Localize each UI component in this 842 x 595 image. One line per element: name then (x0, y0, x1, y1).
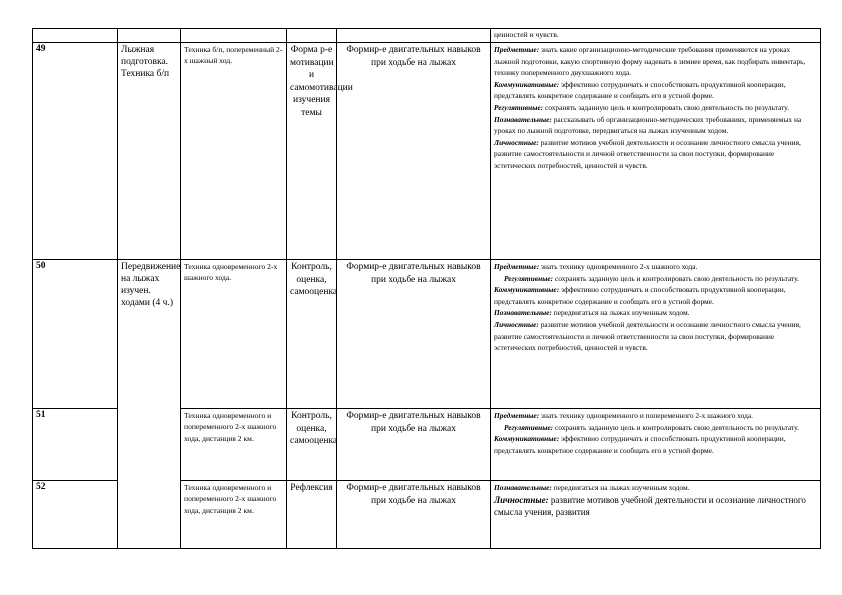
result-text: сохранять заданную цель и контролировать свою деятельность по результату. (544, 102, 789, 112)
lesson-activity: Формир-е двигательных навыков при ходьбе на лыжах (337, 409, 491, 481)
lesson-technique: Техника одновременного 2-х шажного хода. (181, 260, 287, 409)
result-item (494, 410, 817, 422)
result-item (494, 137, 817, 172)
result-text: сохранять заданную цель и контролировать свою деятельность по результату. (554, 273, 799, 283)
result-label: Личностные: (494, 137, 539, 147)
result-label: Познавательные: (494, 114, 552, 124)
cell-empty (337, 29, 491, 43)
result-text: развитие мотивов учебной деятельности и осознание личностного смысла учения, развития (494, 494, 806, 518)
cell-empty (33, 29, 118, 43)
cell-empty (287, 29, 337, 43)
result-label: Личностные: (494, 494, 549, 505)
result-label: Регулятивные: (504, 422, 554, 432)
result-text: знать технику одновременного и попеременного 2-х шажного хода. (541, 411, 754, 420)
result-text: знать технику одновременного 2-х шажного хода. (541, 262, 698, 271)
lesson-form: Рефлексия (287, 481, 337, 549)
result-text: сохранять заданную цель и контролировать свою деятельность по результату. (554, 422, 799, 432)
lesson-technique: Техника одновременного и попеременного 2-х шажного хода, дистанция 2 км. (181, 481, 287, 549)
result-label: Коммуникативные: (494, 434, 560, 444)
lesson-technique: Техника одновременного и попеременного 2-х шажного хода, дистанция 2 км. (181, 409, 287, 481)
result-item (494, 273, 817, 285)
result-item (494, 482, 817, 494)
table-row (33, 260, 821, 409)
result-text: знать какие организационно-методические требования применяются на уроках лыжной подготовки, какую спортивную форму надевать в зимнее время, как подбирать инвентарь, технику попеременного двухшажного хода. (494, 45, 806, 78)
result-text: рассказывать об организационно-методических требованиях, применяемых на уроках по лыжной подготовке, передвигаться на лыжах изученным ходом. (494, 114, 802, 136)
lesson-form: Контроль, оценка, самооценка (287, 260, 337, 409)
lesson-number: 50 (33, 260, 118, 409)
lesson-number: 52 (33, 481, 118, 549)
lesson-form: Контроль, оценка, самооценка (287, 409, 337, 481)
lesson-number: 51 (33, 409, 118, 481)
result-item (494, 114, 817, 137)
result-item (494, 307, 817, 319)
result-text: развитие мотивов учебной деятельности и осознание личностного смысла учения, развитие самостоятельности и личной ответственности за свои поступки, формирование эстетических потребностей, ценностей и чувств. (494, 319, 801, 353)
lesson-results (491, 43, 821, 260)
lesson-plan-table (32, 28, 821, 549)
result-item (494, 422, 817, 434)
result-text: эффективно сотрудничать и способствовать продуктивной кооперации, представлять конкретное содержание и сообщать его в устной форме. (494, 285, 786, 306)
result-label: Познавательные: (494, 483, 552, 492)
lesson-activity: Формир-е двигательных навыков при ходьбе на лыжах (337, 481, 491, 549)
results-continuation: ценностей и чувств. (491, 29, 821, 43)
table-row (33, 29, 821, 43)
result-item (494, 261, 817, 273)
result-label: Коммуникативные: (494, 79, 560, 89)
result-label: Личностные: (494, 319, 539, 329)
cell-empty (181, 29, 287, 43)
result-text: развитие мотивов учебной деятельности и осознание личностного смысла учения, развитие самостоятельности и личной ответственности за свои поступки, формирование эстетических потребностей, ценностей и чувств. (494, 137, 801, 170)
result-item (494, 494, 817, 519)
result-label: Регулятивные: (494, 102, 544, 112)
result-item (494, 44, 817, 79)
result-label: Познавательные: (494, 308, 552, 318)
result-label: Коммуникативные: (494, 285, 560, 295)
result-item (494, 284, 817, 307)
lesson-number: 49 (33, 43, 118, 260)
lesson-activity: Формир-е двигательных навыков при ходьбе на лыжах (337, 260, 491, 409)
result-item (494, 102, 817, 114)
result-text: эффективно сотрудничать и способствовать продуктивной кооперации, представлять конкретное содержание и сообщать его в устной форме. (494, 434, 786, 455)
table-row (33, 43, 821, 260)
lesson-results (491, 409, 821, 481)
lesson-results (491, 481, 821, 549)
result-item (494, 433, 817, 456)
lesson-activity: Формир-е двигательных навыков при ходьбе на лыжах (337, 43, 491, 260)
result-label: Регулятивные: (504, 273, 554, 283)
lesson-form: Форма р-е мотивации и самомотивации изучения темы (287, 43, 337, 260)
lesson-topic: Лыжная подготовка. Техника б/п (118, 43, 181, 260)
result-item (494, 319, 817, 354)
result-label: Предметные: (494, 45, 540, 54)
result-text: передвигаться на лыжах изученным ходом. (553, 483, 690, 492)
result-item (494, 79, 817, 102)
lesson-results (491, 260, 821, 409)
result-text: эффективно сотрудничать и способствовать продуктивной кооперации, представлять конкретное содержание и сообщать его в устной форме. (494, 79, 786, 101)
cell-empty (118, 29, 181, 43)
result-label: Предметные: (494, 262, 540, 271)
lesson-technique: Техника б/п, попеременный 2-х шажный ход. (181, 43, 287, 260)
result-text: передвигаться на лыжах изученным ходом. (553, 308, 690, 318)
result-label: Предметные: (494, 411, 540, 420)
lesson-topic: Передвижение на лыжах изучен. ходами (4 ч.) (118, 260, 181, 549)
